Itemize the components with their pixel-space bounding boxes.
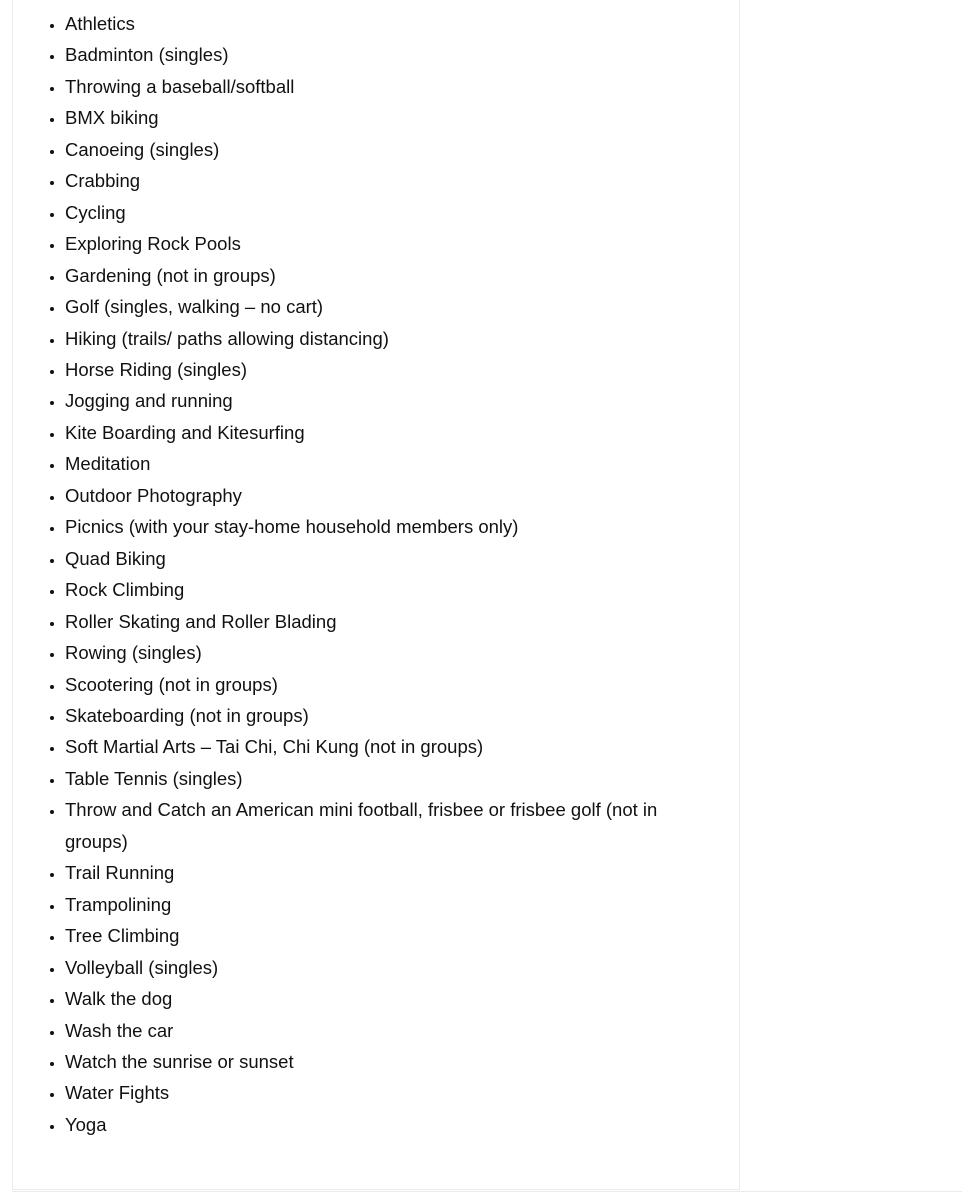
list-item: • Volleyball (singles): [65, 952, 685, 983]
list-item: • BMX biking: [65, 102, 685, 133]
list-item: • Soft Martial Arts – Tai Chi, Chi Kung (not in groups): [65, 731, 685, 762]
list-item: • Scootering (not in groups): [65, 669, 685, 700]
list-item: • Trail Running: [65, 857, 685, 888]
list-item: • Rock Climbing: [65, 574, 685, 605]
activity-list: [21, 8, 685, 1140]
list-item: • Throw and Catch an American mini football, frisbee or frisbee golf (not in groups): [65, 794, 685, 857]
list-item: • Trampolining: [65, 889, 685, 920]
list-item: • Wash the car: [65, 1015, 685, 1046]
list-item: • Meditation: [65, 448, 685, 479]
list-item: • Table Tennis (singles): [65, 763, 685, 794]
list-item: • Picnics (with your stay-home household members only): [65, 511, 685, 542]
list-item: • Watch the sunrise or sunset: [65, 1046, 685, 1077]
list-item: • Exploring Rock Pools: [65, 228, 685, 259]
list-item: • Hiking (trails/ paths allowing distancing): [65, 323, 685, 354]
list-item: • Yoga: [65, 1109, 685, 1140]
list-item: • Outdoor Photography: [65, 480, 685, 511]
list-item: • Jogging and running: [65, 385, 685, 416]
list-item: • Horse Riding (singles): [65, 354, 685, 385]
list-item: • Badminton (singles): [65, 39, 685, 70]
list-item: • Tree Climbing: [65, 920, 685, 951]
list-item: • Roller Skating and Roller Blading: [65, 606, 685, 637]
list-item: • Kite Boarding and Kitesurfing: [65, 417, 685, 448]
list-item: • Crabbing: [65, 165, 685, 196]
list-item: • Walk the dog: [65, 983, 685, 1014]
list-item: • Rowing (singles): [65, 637, 685, 668]
list-item: • Gardening (not in groups): [65, 260, 685, 291]
list-item: • Cycling: [65, 197, 685, 228]
list-item: • Quad Biking: [65, 543, 685, 574]
list-item: • Canoeing (singles): [65, 134, 685, 165]
list-item: • Water Fights: [65, 1077, 685, 1108]
list-item: • Throwing a baseball/softball: [65, 71, 685, 102]
footer-divider: [12, 1191, 962, 1192]
list-item: • Athletics: [65, 8, 685, 39]
list-item: • Skateboarding (not in groups): [65, 700, 685, 731]
list-item: • Golf (singles, walking – no cart): [65, 291, 685, 322]
